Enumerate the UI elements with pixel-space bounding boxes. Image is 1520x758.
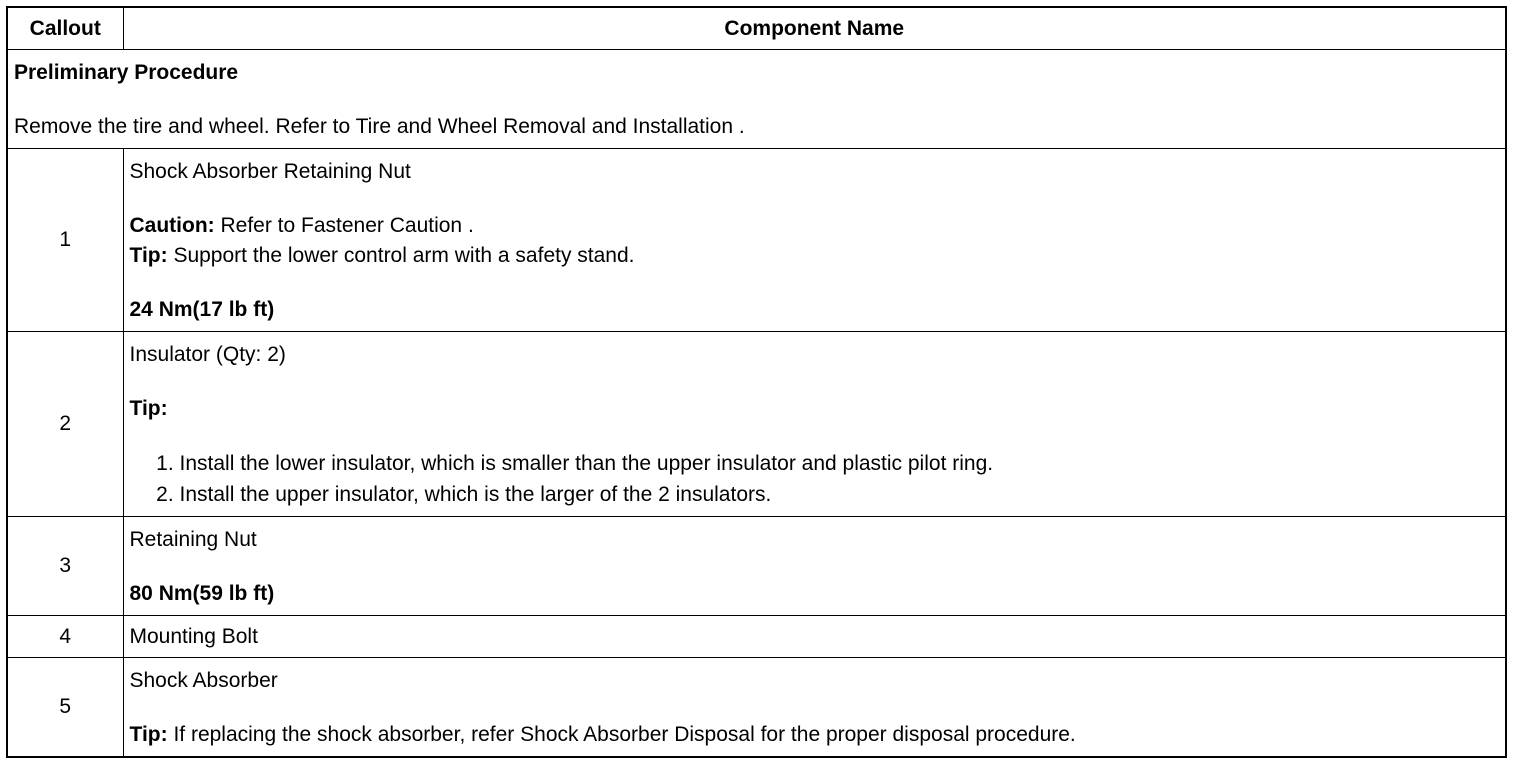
callout-number: 1 xyxy=(7,149,123,332)
component-cell xyxy=(123,149,1506,332)
component-cell xyxy=(123,517,1506,616)
preliminary-text: Remove the tire and wheel. Refer to Tire and Wheel Removal and Installation . xyxy=(14,115,745,138)
tip-label: Tip: xyxy=(129,244,168,267)
tip-text: Support the lower control arm with a safety stand. xyxy=(167,244,635,267)
preliminary-cell xyxy=(7,50,1506,149)
component-cell xyxy=(123,332,1506,517)
caution-line xyxy=(130,211,1500,241)
component-name: Mounting Bolt xyxy=(129,624,258,648)
table-row xyxy=(7,658,1506,758)
header-row xyxy=(7,7,1506,50)
component-cell xyxy=(123,616,1506,658)
callout-number: 3 xyxy=(7,517,123,616)
table-row xyxy=(7,149,1506,332)
component-cell xyxy=(123,658,1506,758)
callout-number: 4 xyxy=(7,616,123,658)
caution-label: Caution: xyxy=(129,214,215,237)
preliminary-title: Preliminary Procedure xyxy=(14,61,239,84)
table-row xyxy=(7,616,1506,658)
tip-line xyxy=(130,720,1500,750)
torque-spec: 24 Nm(17 lb ft) xyxy=(129,298,275,321)
component-name: Shock Absorber Retaining Nut xyxy=(129,160,411,183)
procedure-table xyxy=(6,6,1507,758)
torque-spec: 80 Nm(59 lb ft) xyxy=(129,582,275,605)
caution-text: Refer to Fastener Caution . xyxy=(214,214,474,237)
component-name-header: Component Name xyxy=(123,7,1506,50)
callout-number: 5 xyxy=(7,658,123,758)
tip-label: Tip: xyxy=(129,723,168,746)
callout-number: 2 xyxy=(7,332,123,517)
callout-header: Callout xyxy=(7,7,123,50)
table-row xyxy=(7,332,1506,517)
tip-steps-list xyxy=(130,448,1500,510)
component-name: Shock Absorber xyxy=(129,669,278,692)
list-item: 2. Install the upper insulator, which is the larger of the 2 insulators. xyxy=(180,479,1500,510)
component-name: Insulator (Qty: 2) xyxy=(129,343,286,366)
preliminary-row xyxy=(7,50,1506,149)
tip-line xyxy=(130,241,1500,271)
tip-label: Tip: xyxy=(129,397,168,420)
component-name: Retaining Nut xyxy=(129,528,257,551)
list-item: 1. Install the lower insulator, which is smaller than the upper insulator and plastic pilot ring. xyxy=(180,448,1500,479)
table-row xyxy=(7,517,1506,616)
tip-text: If replacing the shock absorber, refer Shock Absorber Disposal for the proper disposal procedure. xyxy=(167,723,1076,746)
